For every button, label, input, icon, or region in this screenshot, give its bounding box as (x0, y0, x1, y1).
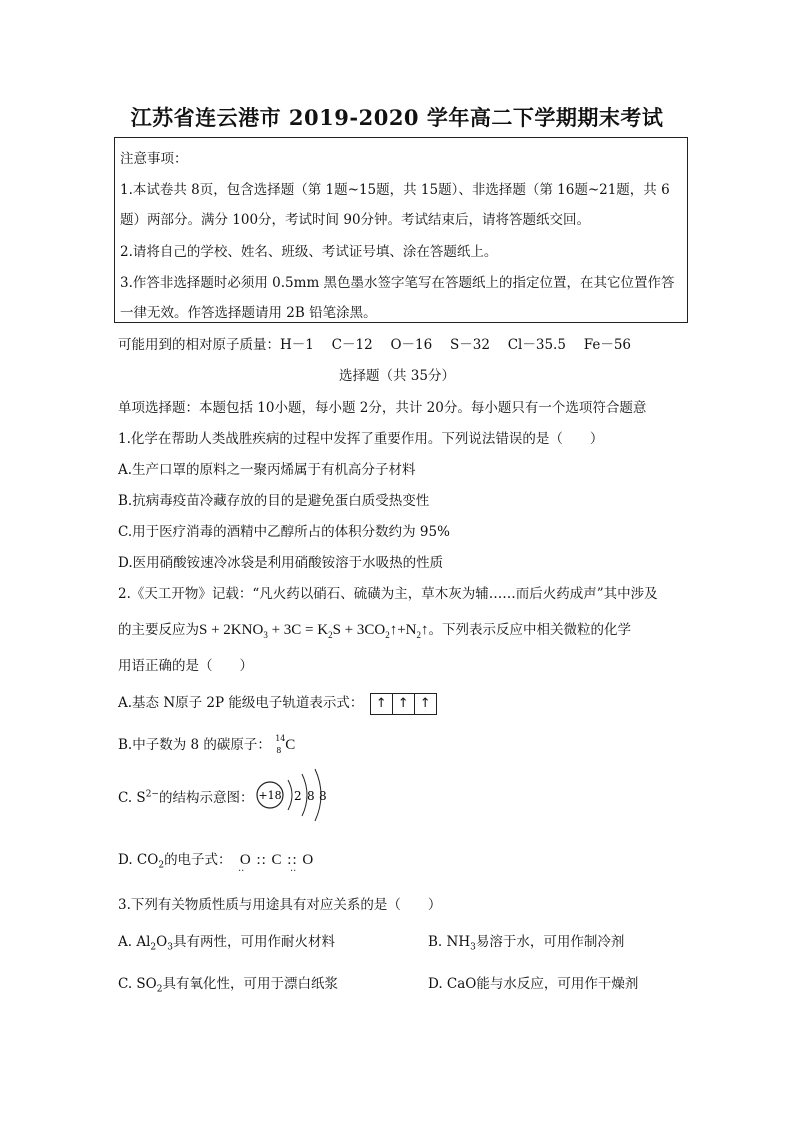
orbital-box-3: ↑ (419, 696, 431, 711)
q3-c-text: 具有氧化性，可用于漂白纸浆 (162, 976, 338, 992)
notice-line-2: 题）两部分。满分 100分，考试时间 90分钟。考试结束后，请将答题纸交回。 (120, 212, 591, 228)
notice-line-5: 一律无效。作答选择题请用 2B 铅笔涂黑。 (120, 305, 377, 321)
shell-arc-1 (288, 780, 292, 810)
shell-electrons-1: 2 (294, 789, 302, 803)
ion-charge: 2− (145, 789, 159, 800)
notice-line-4: 3.作答非选择题时必须用 0.5mm 黑色墨水签字笔写在答题纸上的指定位置，在其它位置作答 (120, 275, 675, 291)
q2-stem-2-suffix: 。下列表示反应中相关微粒的化学 (428, 622, 632, 638)
reaction-equation: $S + 2KNO_3 + 3C = K_2S$ + $3CO_2↑+N_2↑$ (199, 622, 429, 640)
section-title: 选择题（共 35分） (339, 368, 455, 384)
q3-a-sub1: 2 (150, 942, 157, 953)
q2-option-d-suffix: 的电子式： (164, 852, 232, 868)
mass-number: 14 (275, 733, 286, 743)
isotope-notation (275, 733, 286, 755)
q2-option-d-prefix: D. CO (118, 852, 159, 868)
q2-option-c-suffix: 的结构示意图： (158, 790, 254, 806)
q2-option-c (118, 786, 253, 806)
q1-option-c: C.用于医疗消毒的酒精中乙醇所占的体积分数约为 95% (118, 524, 450, 540)
orbital-box-2: ↑ (393, 694, 415, 714)
q2-option-d (118, 848, 314, 871)
q2-option-c-prefix: C. S (118, 790, 146, 806)
q3-b-text: 易溶于水，可用作制冷剂 (475, 934, 625, 950)
notice-heading: 注意事项： (120, 151, 188, 167)
q3-a-text: 具有两性，可用作耐火材料 (172, 934, 335, 950)
atomic-masses: 可能用到的相对原子质量：H－1 C－12 O－16 S－32 Cl－35.5 Fe－56 (118, 337, 631, 353)
electron-formula: O :: C :: O (239, 852, 315, 868)
q1-option-b: B.抗病毒疫苗冷藏存放的目的是避免蛋白质受热变性 (118, 493, 430, 509)
orbital-box-1: ↑ (371, 694, 393, 714)
q2-option-a-text: A.基态 N原子 2P 能级电子轨道表示式： (118, 695, 364, 711)
q3-a-formula-part: A. Al (118, 934, 151, 950)
q2-stem-2 (118, 618, 631, 640)
q2-option-b-text: B.中子数为 8 的碳原子： (118, 737, 271, 753)
q2-stem-3: 用语正确的是（ ） (118, 658, 253, 674)
lone-pair-dots: ·· (290, 866, 297, 877)
q3-option-a (118, 930, 335, 953)
orbital-diagram (370, 693, 437, 715)
q2-stem-1: 2.《天工开物》记载：“凡火药以硝石、硫磺为主，草木灰为辅……而后火药成声”其中涉及 (118, 586, 658, 602)
q3-b-sub: 3 (470, 942, 476, 953)
co2-subscript: 2 (158, 860, 165, 871)
page-title: 江苏省连云港市 2019-2020 学年高二下学期期末考试 (130, 105, 664, 130)
q2-stem-2-prefix: 的主要反应为 (118, 622, 199, 638)
q2-option-b (118, 733, 295, 754)
atomic-number: 8 (276, 745, 282, 755)
q2-option-a (118, 691, 437, 715)
q1-option-d: D.医用硝酸铵速冷冰袋是利用硝酸铵溶于水吸热的性质 (118, 555, 444, 571)
shell-electrons-3: 8 (319, 789, 327, 803)
q3-b-formula: B. NH (428, 934, 471, 950)
q3-option-c (118, 972, 338, 995)
shell-electrons-2: 8 (307, 789, 315, 803)
q3-option-b (428, 930, 624, 953)
q3-a-formula-mid: O (156, 934, 168, 950)
lone-pair-dots: ·· (238, 866, 245, 877)
q1-option-a: A.生产口罩的原料之一聚丙烯属于有机高分子材料 (118, 462, 416, 478)
notice-box (114, 137, 688, 323)
q3-a-sub2: 3 (167, 942, 173, 953)
q3-c-formula: C. SO (118, 976, 157, 992)
atomic-structure-diagram (252, 768, 332, 828)
element-symbol: C (285, 737, 296, 753)
q3-option-d: D. CaO能与水反应，可用作干燥剂 (428, 976, 639, 992)
q1-stem: 1.化学在帮助人类战胜疾病的过程中发挥了重要作用。下列说法错误的是（ ） (118, 431, 604, 447)
q3-c-sub: 2 (156, 984, 163, 995)
section-intro: 单项选择题：本题包括 10小题，每小题 2分，共计 20分。每小题只有一个选项符合题意 (118, 400, 647, 416)
notice-line-3: 2.请将自己的学校、姓名、班级、考试证号填、涂在答题纸上。 (120, 244, 498, 260)
nucleus-charge: +18 (258, 789, 282, 802)
q3-stem: 3.下列有关物质性质与用途具有对应关系的是（ ） (118, 897, 442, 913)
notice-line-1: 1.本试卷共 8页，包含选择题（第 1题~15题，共 15题）、非选择题（第 16题~21题，共 6 (120, 182, 670, 198)
